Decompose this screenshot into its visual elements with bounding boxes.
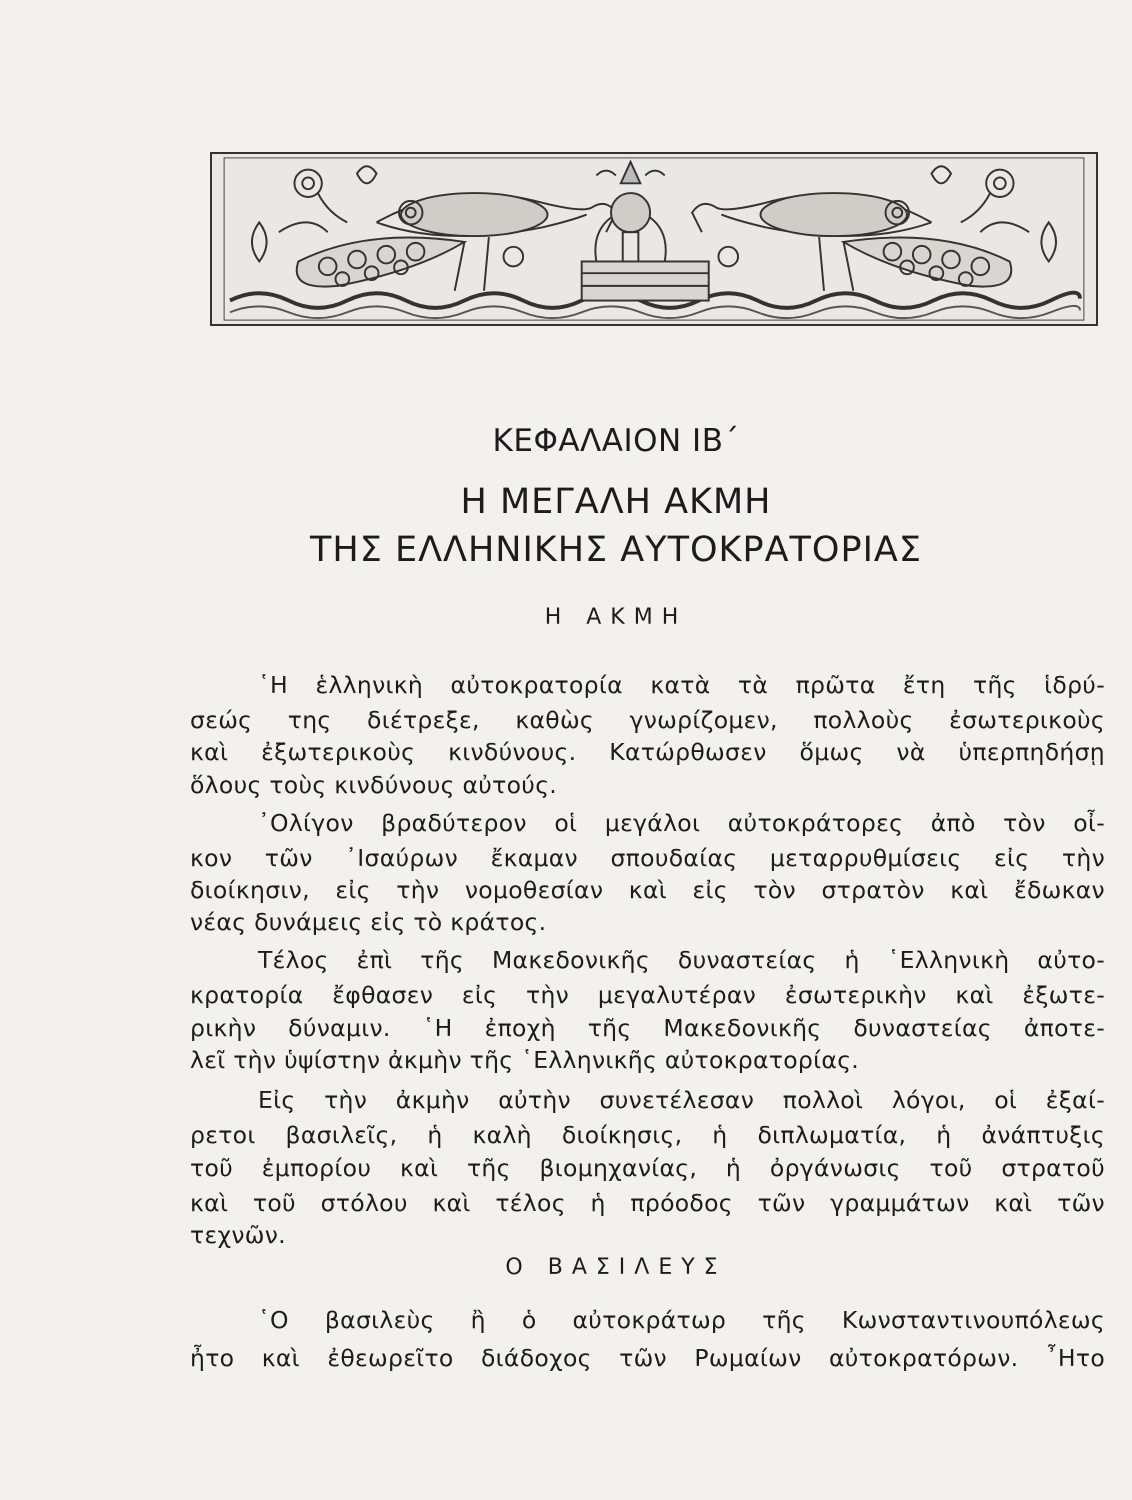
text-line: διοίκησιν, εἰς τὴν νομοθεσίαν καὶ εἰς τὸν στρατὸν καὶ ἔδωκαν (190, 876, 1105, 904)
text-line: Τέλος ἐπὶ τῆς Μακεδονικῆς δυναστείας ἡ ῾Ελληνικὴ αὐτο- (258, 946, 1105, 974)
text-line: ρικὴν δύναμιν. ῾Η ἐποχὴ τῆς Μακεδονικῆς δυναστείας ἀποτε- (190, 1014, 1105, 1042)
text-line: νέας δυνάμεις εἰς τὸ κράτος. (190, 908, 547, 936)
chapter-title-line-1: Η ΜΕΓΑΛΗ ΑΚΜΗ (460, 482, 772, 522)
chapter-title-line-2: ΤΗΣ ΕΛΛΗΝΙΚΗΣ ΑΥΤΟΚΡΑΤΟΡΙΑΣ (310, 530, 922, 570)
text-line: καὶ τοῦ στόλου καὶ τέλος ἡ πρόοδος τῶν γραμμάτων καὶ τῶν (190, 1189, 1105, 1217)
text-line: ῾Η ἑλληνικὴ αὐτοκρατορία κατὰ τὰ πρῶτα ἔτη τῆς ἱδρύ- (258, 671, 1105, 699)
text-line: ἦτο καὶ ἐθεωρεῖτο διάδοχος τῶν Ρωμαίων αὐτοκρατόρων. ῏Ητο (190, 1344, 1105, 1372)
text-line: τοῦ ἐμπορίου καὶ τῆς βιομηχανίας, ἡ ὀργάνωσις τοῦ στρατοῦ (190, 1154, 1105, 1182)
section-heading-akmi: Η ΑΚΜΗ (544, 605, 688, 630)
text-line: κρατορία ἔφθασεν εἰς τὴν μεγαλυτέραν ἐσωτερικὴν καὶ ἐξωτε- (190, 981, 1105, 1009)
text-line: ᾿Ολίγον βραδύτερον οἱ μεγάλοι αὐτοκράτορες ἀπὸ τὸν οἶ- (258, 809, 1105, 837)
text-line: τεχνῶν. (190, 1221, 286, 1249)
text-line: κον τῶν ᾿Ισαύρων ἔκαμαν σπουδαίας μεταρρυθμίσεις εἰς τὴν (190, 844, 1105, 872)
section-heading-vasileus: Ο ΒΑΣΙΛΕΥΣ (505, 1255, 727, 1280)
text-line: καὶ ἐξωτερικοὺς κινδύνους. Κατώρθωσεν ὅμως νὰ ὑπερπηδήσῃ (190, 738, 1105, 766)
text-line: ὅλους τοὺς κινδύνους αὐτούς. (190, 771, 558, 799)
text-line: ῾Ο βασιλεὺς ἢ ὁ αὐτοκράτωρ τῆς Κωνσταντινουπόλεως (258, 1306, 1105, 1334)
text-line: ρετοι βασιλεῖς, ἡ καλὴ διοίκησις, ἡ διπλωματία, ἡ ἀνάπτυξις (190, 1121, 1105, 1149)
text-line: σεώς της διέτρεξε, καθὼς γνωρίζομεν, πολλοὺς ἐσωτερικοὺς (190, 706, 1105, 734)
peacocks-fountain-headpiece-icon (210, 152, 1098, 326)
text-line: Εἰς τὴν ἀκμὴν αὐτὴν συνετέλεσαν πολλοὶ λόγοι, οἱ ἐξαί- (258, 1086, 1105, 1114)
text-line: λεῖ τὴν ὑψίστην ἀκμὴν τῆς ῾Ελληνικῆς αὐτοκρατορίας. (190, 1046, 860, 1074)
chapter-label: ΚΕΦΑΛΑΙΟΝ ΙΒ΄ (492, 423, 740, 459)
